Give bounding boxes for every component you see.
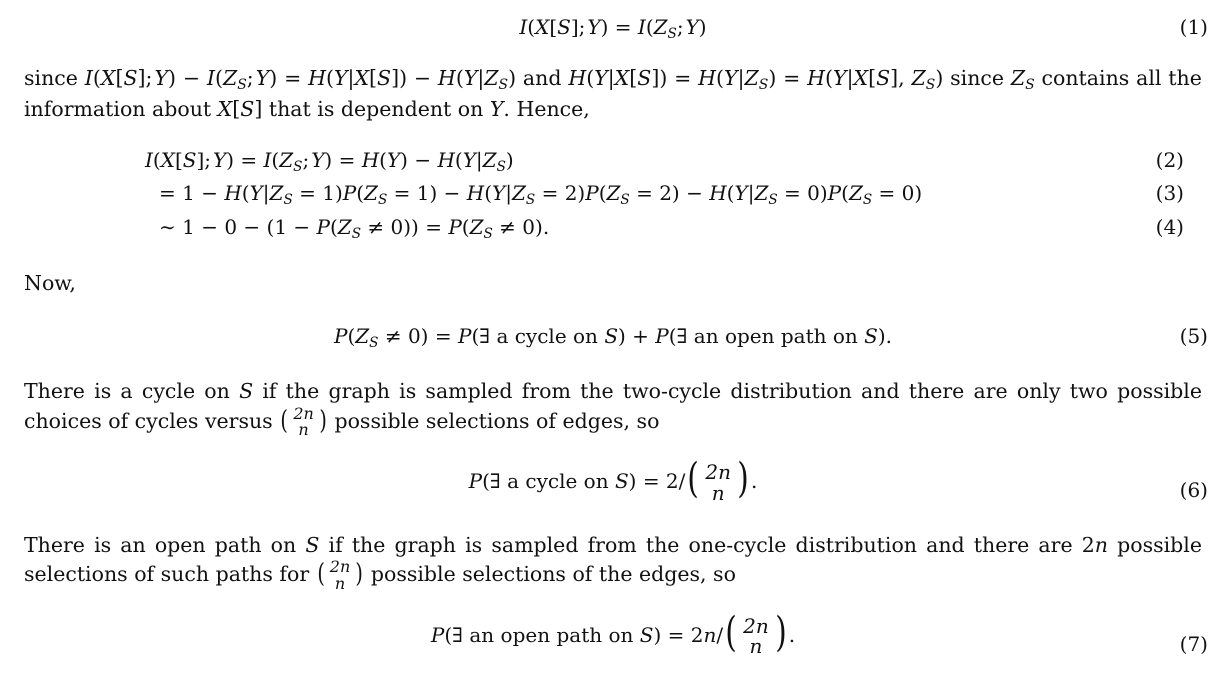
contains-phrase: contains all the information about <box>24 66 1202 122</box>
equation-7-tag: (7) <box>1179 632 1208 657</box>
equation-6-tag: (6) <box>1179 478 1208 503</box>
equation-7 <box>0 608 1226 659</box>
cycle-phrase-2: if the graph is sampled from the two-cycle distribution and there are only two possible choices of cycles versus <box>24 379 1202 433</box>
equation-4 <box>145 211 1202 245</box>
equation-4-body: ∼ $1 - 0 - (1 - P(Z_S \ne 0)) = P(Z_S \ne 0)$. <box>159 215 550 242</box>
path-phrase-3: possible selections of such paths for <box>24 533 1202 587</box>
path-phrase-4: possible selections of the edges, so <box>370 562 736 587</box>
inline-math-4: X[S] <box>217 97 263 122</box>
equation-2-body: I(X[S]; $Y) = I(Z_S$; $Y) = H(Y) - H(Y|Z_S)$ <box>145 147 514 175</box>
spacer <box>0 245 1226 269</box>
equation-1-body: I(X[S]; $Y) = I(Z_S$; Y) <box>519 15 707 42</box>
paragraph-now: Now, <box>24 271 76 296</box>
dependent-phrase: that is dependent on <box>268 97 484 122</box>
equation-5-tag: (5) <box>1179 324 1208 349</box>
inline-math-2: $H(Y|X[S]) = H(Y|Z_S) = H(Y|X[S]$, $Z_S$) <box>568 66 944 94</box>
inline-math-2n: 2n <box>1081 533 1108 558</box>
equation-4-tag: (4) <box>1155 215 1184 240</box>
inline-math-5: Y <box>489 97 504 122</box>
inline-math-1: I(X[S]; $Y) - I(Z_S$; $Y) = H(Y|X[S]) - H(Y|Z_S)$ <box>84 66 517 94</box>
equation-5-body: $P(Z_S \ne 0)$ = P(∃ a cycle on S) + P(∃ an open path on S). <box>333 324 893 352</box>
equation-7-body: P(∃ an open path on S) = 2n/( 2n n ) . <box>430 608 796 659</box>
since-word-2: since <box>950 66 1005 91</box>
paragraph-cycle <box>0 377 1226 438</box>
equation-1-tag: (1) <box>1179 15 1208 39</box>
equation-3 <box>145 177 1202 211</box>
and-word: and <box>522 66 562 91</box>
equation-5 <box>0 321 1226 353</box>
equation-2 <box>145 144 1202 178</box>
inline-math-S-1: S <box>239 379 254 404</box>
equation-2-tag: (2) <box>1155 147 1184 172</box>
paragraph-open-path <box>0 531 1226 592</box>
equation-block-2-4 <box>0 144 1226 245</box>
equation-3-body: = $1 - H(Y|Z_S = 1)P(Z_S = 1) - H(Y|Z_S = 2)P(Z_S = 2) - H(Y|Z_S = 0)P(Z_S = 0)$ <box>159 181 923 209</box>
spacer <box>0 438 1226 462</box>
equation-6 <box>0 454 1226 505</box>
spacer <box>0 503 1226 531</box>
binomial-2n-n-inline-2: ( 2n n ) <box>316 557 364 593</box>
inline-math-S-2: S <box>305 533 320 558</box>
spacer <box>0 592 1226 616</box>
inline-math-3: $Z_S$ <box>1010 66 1035 94</box>
spacer <box>0 353 1226 377</box>
cycle-phrase-1: There is a cycle on <box>24 379 230 404</box>
cycle-phrase-3: possible selections of edges, so <box>334 408 660 433</box>
spacer <box>0 44 1226 64</box>
equation-1 <box>0 12 1226 44</box>
binomial-2n-n-inline-1: ( 2n n ) <box>280 403 327 440</box>
path-phrase-2: if the graph is sampled from the one-cycle distribution and there are <box>328 533 1073 558</box>
spacer <box>0 0 1226 12</box>
spacer <box>0 124 1226 144</box>
hence-phrase: . Hence, <box>503 97 590 122</box>
since-word: since <box>24 66 78 91</box>
equation-6-body: P(∃ a cycle on S) = 2/( 2n n ) . <box>468 454 758 505</box>
path-phrase-1: There is an open path on <box>24 533 297 558</box>
paragraph-since <box>0 64 1226 123</box>
equation-3-tag: (3) <box>1155 181 1184 206</box>
spacer <box>0 297 1226 321</box>
